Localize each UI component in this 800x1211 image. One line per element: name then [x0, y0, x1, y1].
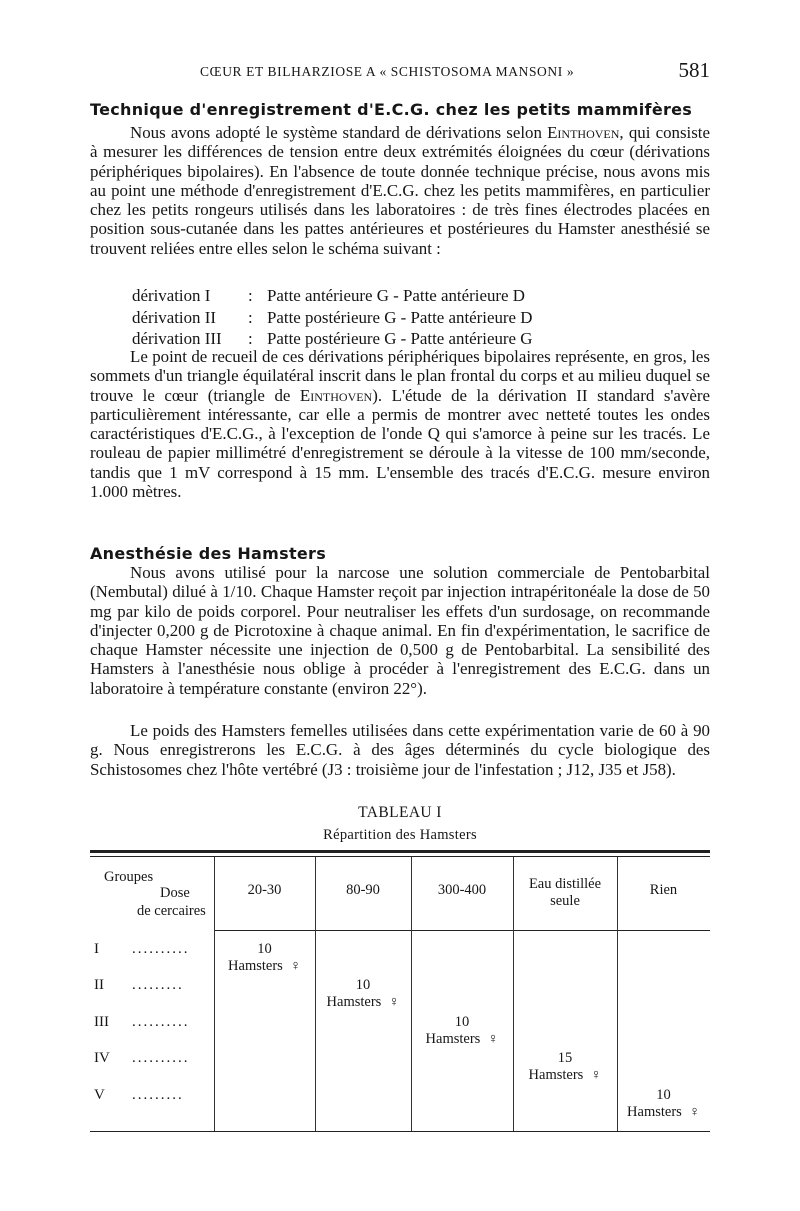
header-separator	[214, 930, 710, 931]
header-dose: Dose	[160, 885, 190, 901]
author-name-einthoven: Einthoven	[299, 385, 373, 405]
page-number: 581	[678, 58, 710, 82]
table-cell	[214, 941, 315, 975]
paragraph-hamster-weight: Le poids des Hamsters femelles utilisées dans cette expérimentation varie de 60 à 90 g. Nous enregistrerons les E.C.G. à des âges déterminés du cycle biologique des Schistosomes chez l'hôte vertébré (J3 : troisième jour de l'infestation ; J12, J35 et J58).	[90, 721, 710, 779]
female-symbol: ♀	[590, 1067, 602, 1083]
paragraph-anesthesia: Nous avons utilisé pour la narcose une solution commerciale de Pentobarbital (Nembutal) dilué à 1/10. Chaque Hamster reçoit par injection intrapéritonéale la dose de 50 mg par kilo de poids corporel. Pour neutraliser les effets d'un surdosage, on recommande d'injecter 0,200 g de Picrotoxine à chaque animal. En fin d'expérimentation, le sacrifice de chaque Hamster nécessite une injection de 0,500 g de Pentobarbital. La sensibilité des Hamsters à l'anesthésie nous oblige à procéder à l'enregistrement des E.C.G. dans un laboratoire à température constante (environ 22°).	[90, 563, 710, 698]
table-title: TABLEAU I	[358, 804, 442, 821]
section-heading-ecg-technique: Technique d'enregistrement d'E.C.G. chez les petits mammifères	[90, 100, 693, 119]
column-header: Rien	[649, 882, 678, 898]
hamster-label-line	[617, 1104, 710, 1121]
derivation-value: Patte postérieure G - Patte antérieure G	[267, 329, 533, 348]
derivation-value: Patte antérieure G - Patte antérieure D	[267, 286, 525, 305]
header-groupes: Groupes	[104, 869, 154, 885]
table-bottom-rule	[90, 1131, 710, 1132]
derivation-value: Patte postérieure G - Patte antérieure D	[267, 307, 533, 327]
hamster-label: Hamsters	[627, 1104, 682, 1120]
group-label	[94, 1050, 190, 1067]
leader-dots: ..........	[132, 1050, 190, 1066]
derivation-row	[132, 285, 652, 307]
hamster-label-line	[214, 958, 315, 975]
leader-dots: ..........	[132, 1014, 190, 1030]
leader-dots: .........	[132, 977, 184, 993]
paragraph-text: Nous avons adopté le système standard de dérivations selon	[130, 123, 548, 142]
derivation-separator: :	[248, 307, 253, 327]
hamster-label-line	[315, 994, 411, 1011]
hamster-label-line	[513, 1067, 617, 1084]
derivation-separator: :	[248, 329, 253, 348]
table-cell	[411, 1014, 513, 1048]
derivation-name: dérivation II	[132, 307, 216, 327]
derivation-separator: :	[248, 286, 253, 305]
group-number: II	[94, 977, 104, 993]
hamster-label: Hamsters	[425, 1031, 481, 1047]
hamster-count: 10	[454, 1014, 470, 1030]
group-label	[94, 977, 184, 994]
paragraph-ecg-method	[90, 123, 710, 258]
leader-dots: ..........	[132, 941, 190, 957]
female-symbol: ♀	[689, 1104, 700, 1120]
hamster-count: 15	[557, 1050, 573, 1066]
table-cell	[513, 1050, 617, 1084]
hamster-label-line	[411, 1031, 513, 1048]
derivation-row	[132, 307, 652, 329]
female-symbol: ♀	[290, 958, 301, 974]
paragraph-text: Le point de recueil de ces dérivations périphériques bipolaires représente, en gros, les sommets d'un triangle équilatéral inscrit dans le plan frontal du corps et au milieu duquel se trouve le cœur (triangle de	[90, 347, 710, 405]
group-label	[94, 1087, 184, 1104]
derivation-name: dérivation III	[132, 329, 222, 348]
hamster-count: 10	[257, 941, 272, 957]
header-cercaires: de cercaires	[137, 903, 206, 919]
table-cell	[315, 977, 411, 1011]
hamster-label: Hamsters	[326, 994, 382, 1010]
table-cell	[617, 1087, 710, 1121]
paragraph-text: , qui consiste à mesurer les différences de tension entre deux extrémités éloignées du cœur (dérivations périphériques bipolaires). En l'absence de toute donnée technique précise, nous avons mis au point une méthode d'enregistrement d'E.C.G. chez les petits mammifères, en particulier chez les petits rongeurs utilisés dans les laboratoires : de très fines électrodes placées en position sous-cutanée dans les pattes antérieures et postérieures du Hamster anesthésié se trouvent reliées entre elles selon le schéma suivant :	[90, 123, 710, 258]
table-subtitle: Répartition des Hamsters	[323, 827, 477, 843]
column-header: 80-90	[346, 882, 380, 898]
group-number: V	[94, 1087, 105, 1103]
hamster-label: Hamsters	[528, 1067, 584, 1083]
table-top-rule	[90, 850, 710, 853]
female-symbol: ♀	[487, 1031, 499, 1047]
author-name-einthoven: Einthoven	[547, 123, 620, 142]
column-header: 300-400	[437, 882, 487, 898]
paragraph-einthoven-triangle	[90, 347, 710, 501]
hamster-count: 10	[656, 1087, 671, 1103]
derivation-name: dérivation I	[132, 286, 211, 305]
section-heading-anesthesia: Anesthésie des Hamsters	[90, 544, 327, 563]
hamster-label: Hamsters	[228, 958, 283, 974]
group-label	[94, 1014, 190, 1031]
running-title: CŒUR ET BILHARZIOSE A « SCHISTOSOMA MANSONI »	[200, 64, 575, 79]
group-number: III	[94, 1014, 109, 1030]
group-number: I	[94, 941, 99, 957]
group-label	[94, 941, 190, 958]
hamster-count: 10	[355, 977, 371, 993]
group-number: IV	[94, 1050, 110, 1066]
female-symbol: ♀	[388, 994, 400, 1010]
column-header: 20-30	[247, 882, 282, 898]
paragraph-text: ). L'étude de la dérivation II standard s'avère particulièrement intéressante, car elle a permis de montrer avec netteté toutes les ondes caractéristiques d'E.C.G., à l'exception de l'onde Q qui s'amorce à peine sur les tracés. Le rouleau de papier millimétré d'enregistrement se déroule à la vitesse de 100 mm/seconde, tandis que 1 mV correspond à 15 mm. L'ensemble des tracés d'E.C.G. mesure environ 1.000 mètres.	[90, 385, 710, 501]
column-header: Eau distillée seule	[528, 876, 602, 909]
derivation-list	[132, 285, 652, 350]
leader-dots: .........	[132, 1087, 184, 1103]
